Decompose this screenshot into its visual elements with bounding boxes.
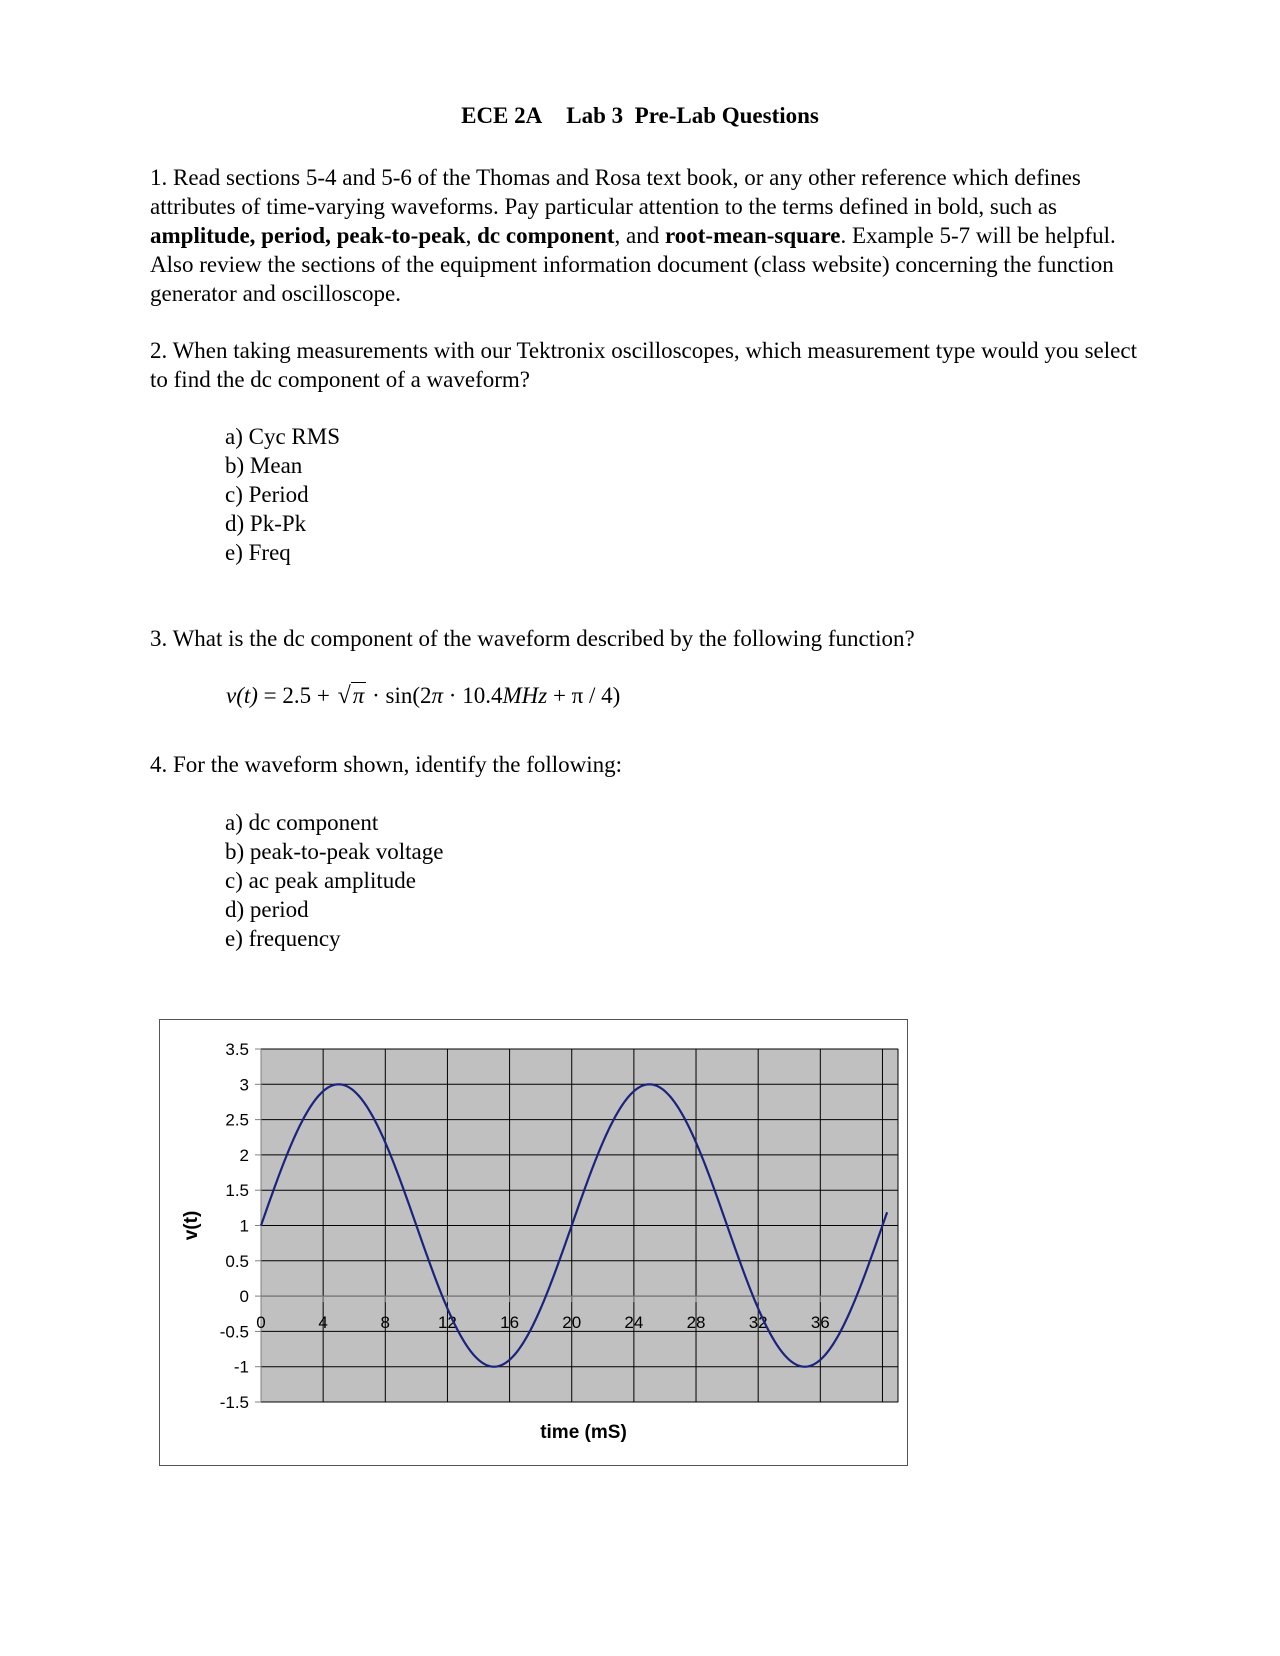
formula-lhs: v(t) xyxy=(226,683,258,708)
q4-option-c: c) ac peak amplitude xyxy=(225,868,416,893)
y-tick-label: 3 xyxy=(239,1075,249,1095)
y-tick-label: 0.5 xyxy=(225,1251,249,1271)
q2-option-b: b) Mean xyxy=(225,453,303,478)
waveform-formula xyxy=(226,683,620,710)
formula-pi: π xyxy=(431,683,444,708)
q1-term-dc-component: dc component xyxy=(477,223,615,248)
sqrt-pi: √π xyxy=(337,683,365,709)
lab-title: Lab 3 Pre-Lab Questions xyxy=(566,103,819,128)
y-tick-label: 3.5 xyxy=(225,1040,249,1059)
course-code: ECE 2A xyxy=(461,103,543,128)
sqrt-radicand: π xyxy=(352,683,365,708)
question-2: 2. When taking measurements with our Tektronix oscilloscopes, which measurement type would you select to find the dc component of a waveform? xyxy=(150,338,1137,392)
q2-option-a: a) Cyc RMS xyxy=(225,424,340,449)
x-tick-label: 12 xyxy=(437,1313,457,1333)
q2-option-e: e) Freq xyxy=(225,540,291,565)
y-tick-label: 1 xyxy=(239,1216,249,1236)
q4-option-b: b) peak-to-peak voltage xyxy=(225,839,444,864)
q1-sep-1: , xyxy=(465,223,478,248)
question-1 xyxy=(150,163,1140,308)
y-tick-label: 1.5 xyxy=(225,1181,249,1201)
q2-option-c: c) Period xyxy=(225,482,309,507)
x-axis-label: time (mS) xyxy=(540,1422,627,1443)
y-tick-label: -0.5 xyxy=(219,1322,249,1342)
question-3: 3. What is the dc component of the waveform described by the following function? xyxy=(150,626,915,651)
x-tick-label: 32 xyxy=(748,1313,768,1333)
q4-option-e: e) frequency xyxy=(225,926,341,951)
q2-option-d: d) Pk-Pk xyxy=(225,511,307,536)
q1-term-rms: root-mean-square xyxy=(664,223,841,248)
y-tick-label: -1 xyxy=(233,1357,249,1377)
q1-text-b: . Example 5-7 will be helpful. Also review the sections of the equipment information document (class website) concerning the function generator and oscilloscope. xyxy=(150,223,1116,306)
y-tick-label: 2 xyxy=(239,1145,249,1165)
q1-term-amplitude-period-pp: amplitude, period, peak-to-peak xyxy=(150,223,466,248)
question-4-options xyxy=(225,808,443,953)
x-tick-label: 0 xyxy=(256,1313,266,1333)
page-title xyxy=(0,103,1280,129)
x-tick-label: 36 xyxy=(810,1313,830,1333)
waveform-chart-svg xyxy=(160,1020,909,1467)
waveform-chart xyxy=(159,1019,908,1466)
y-axis-label: v(t) xyxy=(181,1210,202,1241)
q4-option-a: a) dc component xyxy=(225,810,379,835)
question-2-options xyxy=(225,422,340,567)
x-tick-label: 28 xyxy=(686,1313,706,1333)
x-tick-label: 8 xyxy=(380,1313,391,1333)
formula-unit: MHz xyxy=(502,683,548,708)
y-tick-label: 2.5 xyxy=(225,1110,249,1130)
y-tick-label: 0 xyxy=(239,1287,249,1307)
formula-mid: · sin(2 xyxy=(366,683,432,708)
x-tick-label: 20 xyxy=(562,1313,582,1333)
question-4: 4. For the waveform shown, identify the following: xyxy=(150,752,623,777)
formula-tail: + π / 4) xyxy=(547,683,621,708)
x-tick-label: 16 xyxy=(500,1313,520,1333)
q1-sep-2: , and xyxy=(614,223,665,248)
x-tick-label: 24 xyxy=(624,1313,644,1333)
y-tick-label: -1.5 xyxy=(219,1393,249,1412)
x-tick-label: 4 xyxy=(318,1313,328,1333)
q4-option-d: d) period xyxy=(225,897,309,922)
y-axis xyxy=(220,1040,261,1412)
formula-eq: = 2.5 + xyxy=(257,683,336,708)
formula-dot: · 10.4 xyxy=(443,683,503,708)
q1-text-a: 1. Read sections 5-4 and 5-6 of the Thomas and Rosa text book, or any other reference which defines attributes of time-varying waveforms. Pay particular attention to the terms defined in bold, such as xyxy=(150,165,1081,219)
